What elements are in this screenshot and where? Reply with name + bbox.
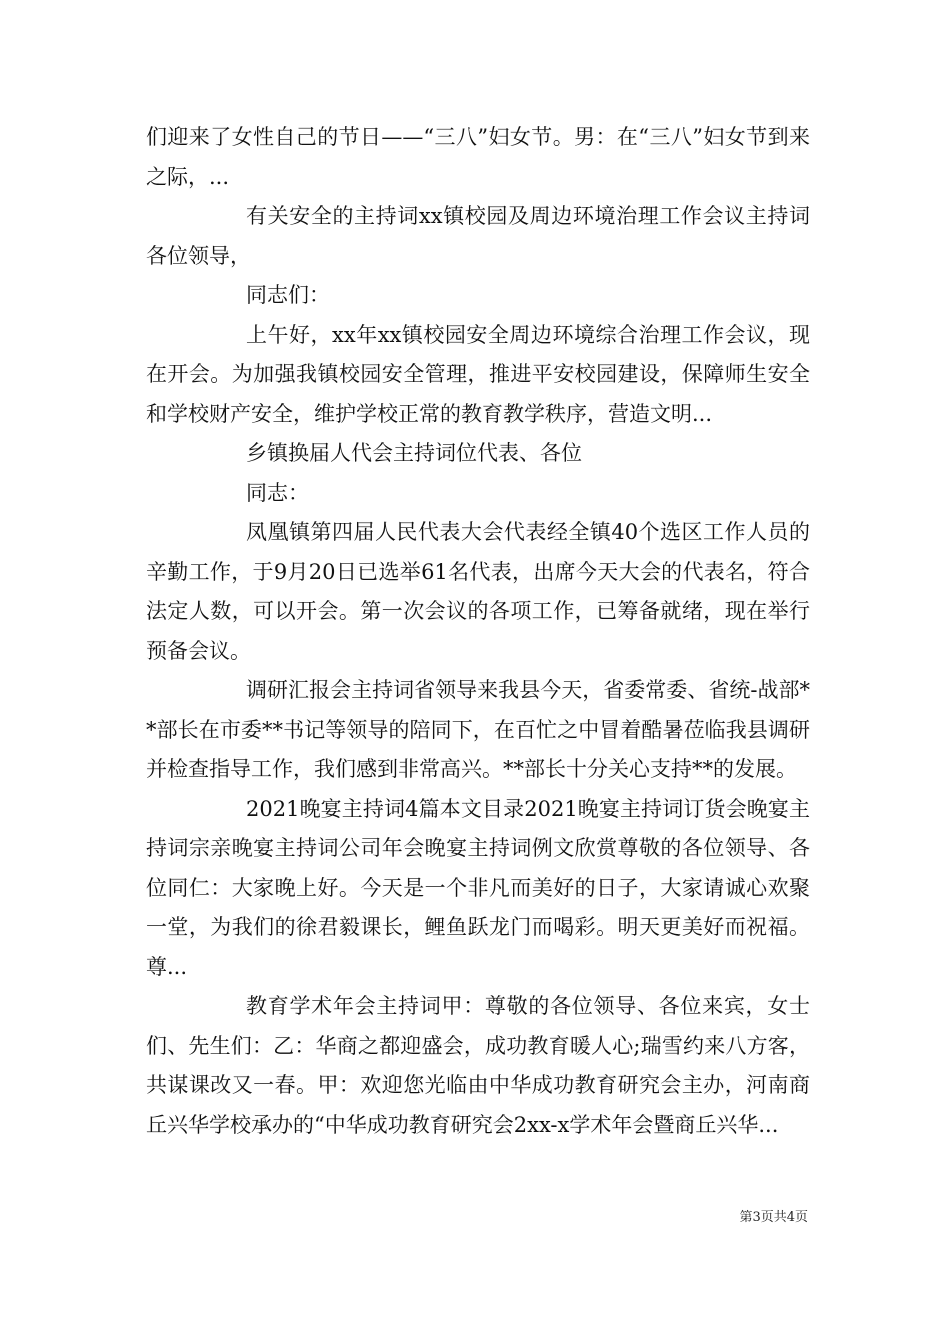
paragraph-4: 上午好，xx年xx镇校园安全周边环境综合治理工作会议，现在开会。为加强我镇校园安全管理，推进平安校园建设，保障师生安全和学校财产安全，维护学校正常的教育教学秩序，营造文明...: [146, 322, 810, 426]
paragraph-9: 2021晚宴主持词4篇本文目录2021晚宴主持词订货会晚宴主持词宗亲晚宴主持词公司年会晚宴主持词例文欣赏尊敬的各位领导、各位同仁：大家晚上好。今天是一个非凡而美好的日子，大家请诚心欢聚一堂，为我们的徐君毅课长，鲤鱼跃龙门而喝彩。明天更美好而祝福。尊...: [146, 796, 810, 979]
paragraph-8: 调研汇报会主持词省领导来我县今天，省委常委、省统-战部**部长在市委**书记等领导的陪同下，在百忙之中冒着酷暑莅临我县调研并检查指导工作，我们感到非常高兴。**部长十分关心支持**的发展。: [146, 678, 810, 781]
paragraph-5: 乡镇换届人代会主持词位代表、各位: [246, 441, 582, 465]
paragraph-1: 们迎来了女性自己的节日——“三八”妇女节。男：在“三八”妇女节到来之际，...: [146, 125, 810, 189]
paragraph-6: 同志：: [246, 480, 309, 505]
paragraph-10: 教育学术年会主持词甲：尊敬的各位领导、各位来宾，女士们、先生们：乙：华商之都迎盛会，成功教育暖人心;瑞雪约来八方客，共谋课改又一春。甲：欢迎您光临由中华成功教育研究会主办，河南商丘兴华学校承办的“中华成功教育研究会2xx-x学术年会暨商丘兴华...: [146, 994, 810, 1137]
page-number: 第3页共4页: [739, 1210, 808, 1225]
paragraph-2: 有关安全的主持词xx镇校园及周边环境治理工作会议主持词各位领导，: [146, 204, 810, 268]
document-body: [146, 118, 810, 1145]
paragraph-3: 同志们：: [246, 283, 330, 307]
paragraph-7: 凤凰镇第四届人民代表大会代表经全镇40个选区工作人员的辛勤工作，于9月20日已选举61名代表，出席今天大会的代表名，符合法定人数，可以开会。第一次会议的各项工作，已筹备就绪，现在举行预备会议。: [146, 520, 810, 663]
